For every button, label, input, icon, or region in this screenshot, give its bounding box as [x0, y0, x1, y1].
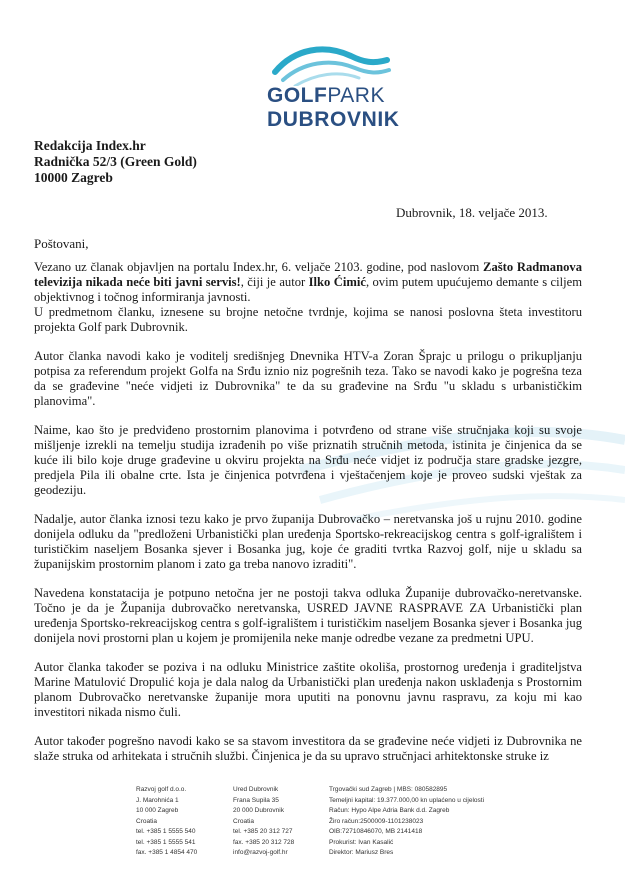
paragraph-5: Nadalje, autor članka iznosi tezu kako je prvo županija Dubrovačko – neretvanska još u rujnu 2010. godine donijela odluku da "predloženi Urbanistički plan uređenja Sportsko-rekreacijskog centra s golf-igralištem i turističkim naseljem Bosanka sjever i Bosanka jug, koje će graditi tvrtka Razvoj golf, nije u skladu sa županijskim prostornim planom i zato ga treba nanovo izraditi". [34, 512, 582, 571]
paragraph-1: Vezano uz članak objavljen na portalu Index.hr, 6. veljače 2103. godine, pod naslovom Zašto Radmanova televizija nikada neće biti javni servis!, čiji je autor Ilko Ćimić, ovim putem upućujemo demante s ciljem objektivnog i točnog informiranja javnosti. [34, 260, 582, 304]
article-author: Ilko Ćimić [308, 275, 366, 289]
logo-wave-icon [255, 30, 395, 86]
article-title: Zašto Radmanova televizija nikada neće biti javni servis! [34, 260, 582, 289]
letter-date: Dubrovnik, 18. veljače 2013. [396, 205, 548, 220]
letter-body [34, 260, 582, 778]
paragraph-3: Autor članka navodi kako je voditelj središnjeg Dnevnika HTV-a Zoran Šprajc u prilogu o prikupljanju potpisa za referendum projekt Golfa na Srđu iznio niz pogrešnih teza. Tako se navodi kako je pogrešna teza da se građevine "neće vidjeti iz Dubrovnika" te da su građevine na Srđu "u skladu s urbanističkim planovima". [34, 349, 582, 408]
logo-text-dubrovnik: DUBROVNIK [267, 108, 400, 131]
paragraph-4: Naime, kao što je predviđeno prostornim planovima i potvrđeno od strane više stručnjaka koji su svoje mišljenje izrekli na temelju studija izrađenih po više priznatih stručnih metoda, istinita je činjenica da se kuće ili bilo koje druge građevine u okviru projekta na Srđu neće vidjet iz područja stare gradske jezgre, predjela Pila ili obalne crte. Ista je činjenica potvrđena i vještačenjem koje je proveo sudski vještak za geodeziju. [34, 423, 582, 497]
logo-text-golfpark: GOLFPARK [267, 84, 385, 107]
footer-registration: Trgovački sud Zagreb | MBS: 080582895 Temeljni kapital: 19.377.000,00 kn uplaćeno u cijelosti Račun: Hypo Alpe Adria Bank d.d. Zagreb Žiro račun:2500009-1101238023 OIB:72710846070, MB 2141418 Prokurist: Ivan Kasalić Direktor: Mariusz Bres [329, 786, 485, 856]
recipient-address [34, 138, 197, 186]
recipient-line-3: 10000 Zagreb [34, 170, 113, 185]
paragraph-8: Autor također pogrešno navodi kako se sa stavom investitora da se građevine neće vidjeti iz Dubrovnika ne slaže struka od arhitekata i stručnih službi. Činjenica je da su upravo stručnjaci arhitektonske struke iz [34, 734, 582, 763]
footer-office: Ured Dubrovnik Frana Supila 35 20 000 Dubrovnik Croatia tel. +385 20 312 727 fax. +385 20 312 728 info@razvoj-golf.hr [233, 786, 295, 856]
recipient-line-2: Radnička 52/3 (Green Gold) [34, 154, 197, 169]
paragraph-6: Navedena konstatacija je potpuno netočna jer ne postoji takva odluka Županije dubrovačko-neretvanske. Točno je da je Županija dubrovačko neretvanska, USRED JAVNE RASPRAVE ZA Urbanistički plan uređenja Sportsko-rekreacijskog centra s golf-igralištem i turističkim naseljem Bosanka sjever i Bosanka jug donijela novi prostorni plan u kojem je promijenila neke manje odredbe vezane za predmetni UPU. [34, 586, 582, 645]
paragraph-7: Autor članka također se poziva i na odluku Ministrice zaštite okoliša, prostornog uređenja i graditeljstva Marine Matulović Dropulić koja je dala nalog da Urbanistički plan uređenja nakon usklađenja s Prostornim planom Dubrovačko neretvanske županije mora uputiti na ponovnu javnu raspravu, za koju mi kao investitori nikada nismo čuli. [34, 660, 582, 719]
paragraph-2: U predmetnom članku, iznesene su brojne netočne tvrdnje, kojima se nanosi poslovna šteta investitoru projekta Golf park Dubrovnik. [34, 305, 582, 334]
recipient-line-1: Redakcija Index.hr [34, 138, 146, 153]
greeting: Poštovani, [34, 236, 89, 251]
footer-company: Razvoj golf d.o.o. J. Marohnića 1 10 000 Zagreb Croatia tel. +385 1 5555 540 tel. +385 1 5555 541 fax. +385 1 4854 470 [136, 786, 198, 856]
golf-park-logo [255, 30, 400, 131]
